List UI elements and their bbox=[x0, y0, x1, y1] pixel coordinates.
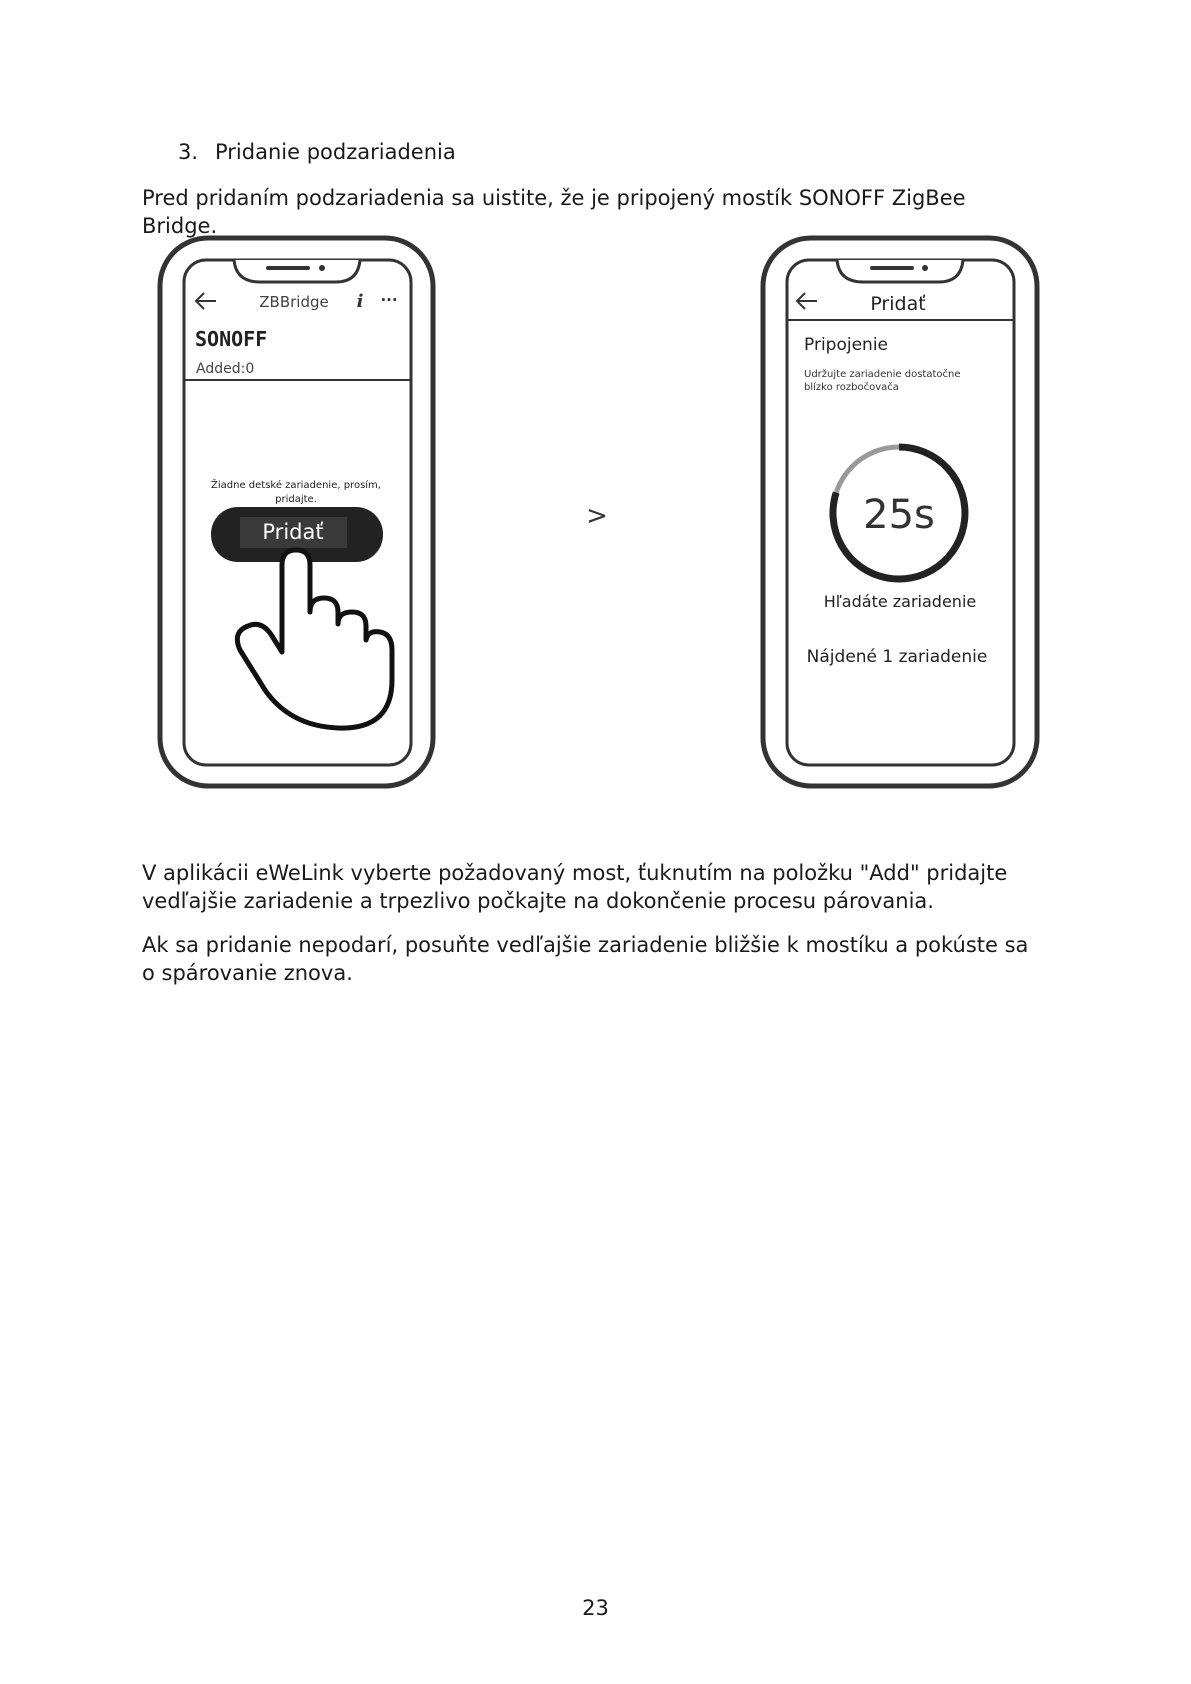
step-title: Pridanie podzariadenia bbox=[215, 140, 456, 164]
phone-left-notch bbox=[234, 260, 360, 282]
more-icon[interactable]: ··· bbox=[380, 291, 398, 309]
empty-message-line2: pridajte. bbox=[275, 494, 317, 505]
intro-paragraph: Pred pridaním podzariadenia sa uistite, že je pripojený mostík SONOFF ZigBee Bridge. bbox=[142, 186, 966, 238]
step-number: 3. bbox=[178, 140, 199, 164]
add-screen-title: Pridať bbox=[870, 293, 926, 315]
phone-left bbox=[160, 238, 433, 786]
instruction-paragraph-2: Ak sa pridanie nepodarí, posuňte vedľajšie zariadenie bližšie k mostíku a pokúste sa o spárovanie znova. bbox=[142, 933, 1029, 985]
added-count: Added:0 bbox=[196, 361, 255, 377]
zbbridge-title: ZBBridge bbox=[259, 293, 329, 311]
instruction-paragraph-1: V aplikácii eWeLink vyberte požadovaný most, ťuknutím na položku "Add" pridajte vedľajšie zariadenie a trpezlivo počkajte na dokončenie procesu párovania. bbox=[142, 861, 1008, 913]
found-status: Nájdené 1 zariadenie bbox=[806, 647, 988, 667]
countdown-value: 25s bbox=[863, 492, 935, 538]
info-icon[interactable]: i bbox=[356, 291, 364, 312]
page-number: 23 bbox=[582, 1596, 609, 1620]
phone-right bbox=[763, 238, 1037, 786]
hint-line2: blízko rozbočovača bbox=[804, 382, 899, 393]
connection-title: Pripojenie bbox=[804, 335, 888, 355]
step-arrow: > bbox=[586, 501, 608, 531]
empty-message-line1: Žiadne detské zariadenie, prosím, bbox=[211, 480, 381, 491]
phone-right-notch bbox=[837, 260, 963, 282]
searching-status: Hľadáte zariadenie bbox=[823, 592, 977, 611]
sonoff-logo: SONOFF bbox=[195, 327, 268, 351]
hint-line1: Udržujte zariadenie dostatočne bbox=[804, 369, 961, 380]
add-button-label: Pridať bbox=[262, 520, 324, 544]
